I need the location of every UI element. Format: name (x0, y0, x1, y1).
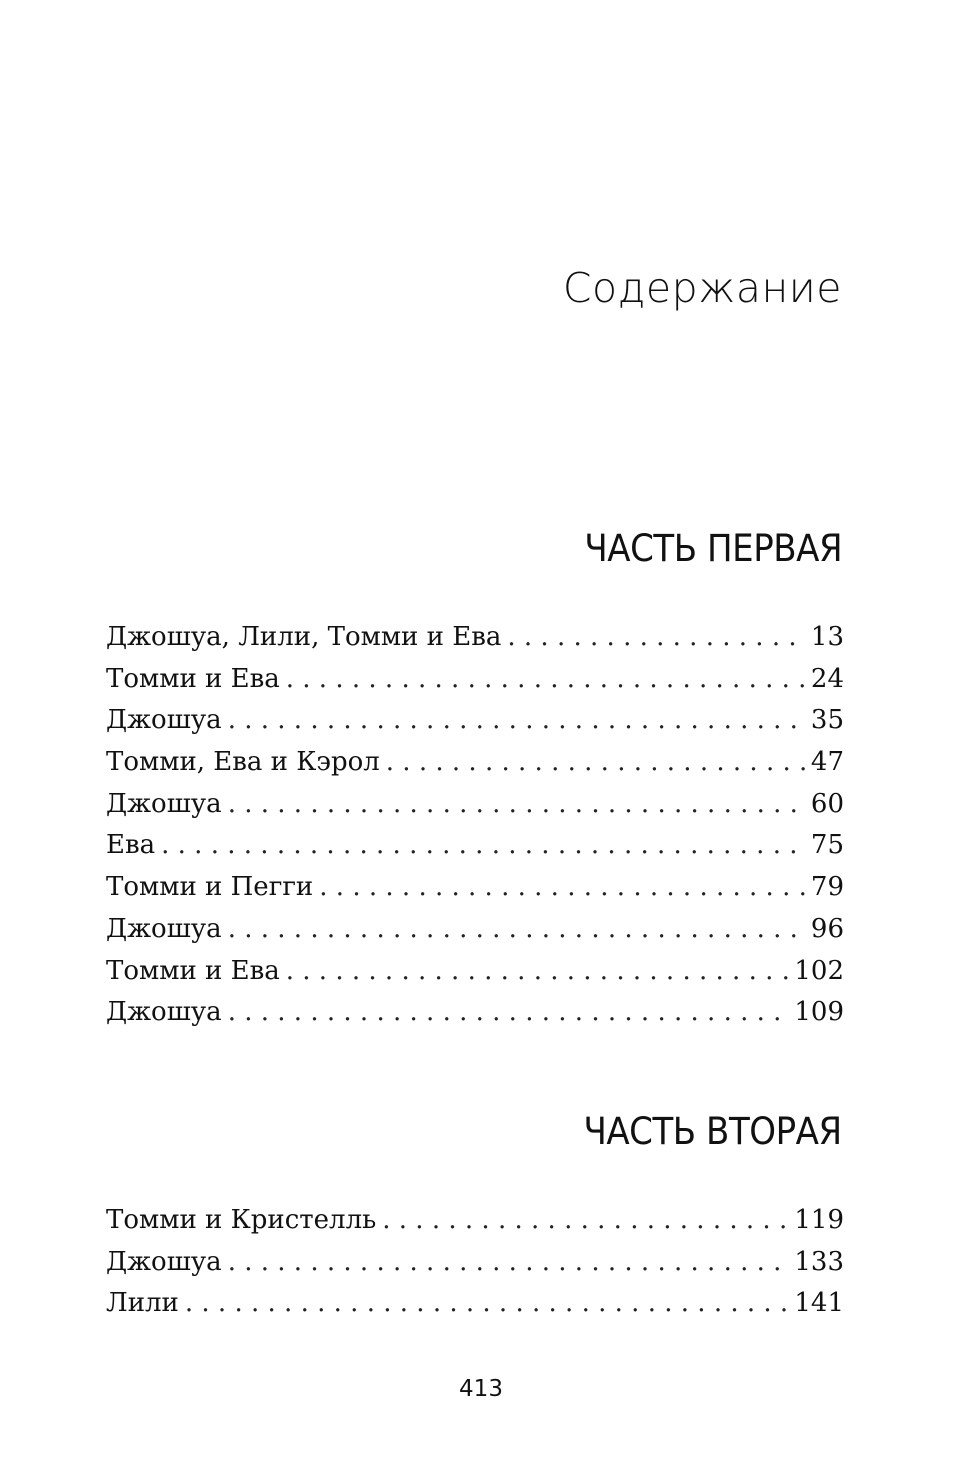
dot-leader (386, 742, 805, 784)
toc-entry-page: 13 (810, 622, 844, 652)
toc-entry[interactable] (106, 825, 844, 867)
part-two-heading: ЧАСТЬ ВТОРАЯ (583, 1110, 842, 1153)
toc-entry-title: Джошуа, Лили, Томми и Ева (106, 622, 502, 652)
toc-entry-page: 47 (810, 747, 844, 778)
toc-entry[interactable] (106, 617, 844, 659)
toc-entry[interactable] (106, 951, 844, 993)
toc-entry[interactable] (106, 909, 844, 951)
toc-entry-page: 133 (794, 1246, 844, 1277)
dot-leader (185, 1283, 788, 1325)
toc-entry[interactable] (106, 700, 844, 742)
dot-leader (319, 867, 805, 909)
toc-entry-title: Джошуа (106, 1246, 222, 1277)
toc-entry-title: Томми, Ева и Кэрол (106, 747, 380, 778)
toc-entry[interactable] (106, 659, 844, 701)
toc-entry-title: Джошуа (106, 913, 222, 944)
toc-entry-title: Томми и Кристелль (106, 1205, 377, 1235)
toc-entry-title: Джошуа (106, 788, 222, 819)
dot-leader (382, 1200, 788, 1242)
page-number: 413 (459, 1376, 503, 1402)
toc-entry-title: Томми и Ева (106, 955, 280, 986)
toc-entry[interactable] (106, 867, 844, 909)
toc-entry-title: Джошуа (106, 705, 222, 736)
toc-entry-page: 24 (810, 663, 844, 694)
dot-leader (161, 825, 805, 867)
toc-entry-page: 75 (810, 830, 844, 861)
dot-leader (228, 700, 805, 742)
dot-leader (286, 659, 805, 701)
toc-entry[interactable] (106, 1200, 844, 1242)
toc-entry-title: Лили (106, 1288, 179, 1319)
toc-entry[interactable] (106, 1242, 844, 1284)
dot-leader (228, 992, 789, 1034)
dot-leader (228, 784, 805, 826)
toc-entry[interactable] (106, 784, 844, 826)
toc-entry-title: Джошуа (106, 997, 222, 1028)
toc-entry-title: Томми и Пегги (106, 872, 314, 903)
part-one-toc (106, 617, 844, 1034)
toc-entry-page: 96 (810, 913, 844, 944)
toc-entry[interactable] (106, 1283, 844, 1325)
toc-entry-page: 119 (794, 1205, 844, 1235)
toc-entry-title: Томми и Ева (106, 663, 280, 694)
dot-leader (228, 909, 805, 951)
toc-entry[interactable] (106, 742, 844, 784)
toc-entry[interactable] (106, 992, 844, 1034)
dot-leader (507, 617, 805, 659)
toc-entry-page: 35 (810, 705, 844, 736)
part-one-heading: ЧАСТЬ ПЕРВАЯ (584, 527, 842, 570)
part-two-toc (106, 1200, 844, 1325)
dot-leader (228, 1242, 789, 1284)
toc-entry-page: 60 (810, 788, 844, 819)
toc-entry-title: Ева (106, 830, 156, 861)
toc-entry-page: 109 (794, 997, 844, 1028)
dot-leader (286, 951, 789, 993)
toc-entry-page: 79 (810, 872, 844, 903)
toc-entry-page: 102 (794, 955, 844, 986)
toc-entry-page: 141 (794, 1288, 844, 1319)
page-title: Содержание (562, 264, 842, 312)
